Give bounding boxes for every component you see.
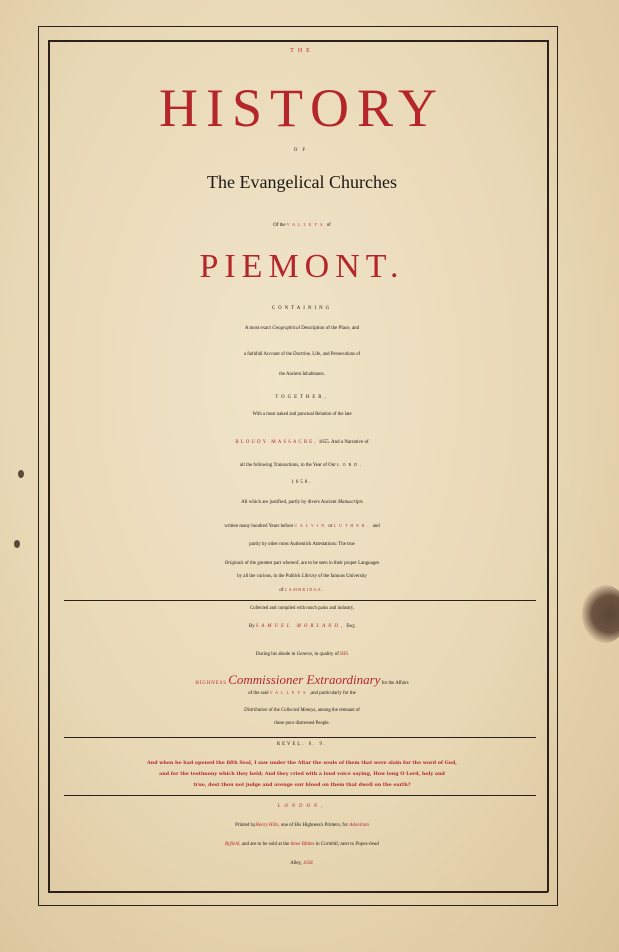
text-imprint-year: 1658. [302, 861, 314, 866]
justified-line-1 [52, 500, 552, 505]
containing-line-3: the Ancient Inhabitants. [279, 372, 325, 377]
text: Printed by [235, 823, 256, 828]
border-right-outer [557, 26, 558, 906]
text: All which are justified, partly by divers Ancient [241, 500, 337, 505]
revelation-line-3: true, dost thou not judge and avenge our blood on them that dwell on the earth? [193, 782, 411, 788]
imprint-london: LONDON, [277, 804, 327, 809]
revelation-ref: REVEL. 6. 9. [276, 742, 328, 747]
paper-stain [582, 585, 619, 643]
border-left-inner [48, 40, 50, 892]
divider-2 [64, 737, 536, 738]
justified-line-4 [52, 561, 552, 566]
author-poor-line: those poor distressed People. [274, 721, 330, 726]
author-highness-line [52, 672, 552, 688]
text: written many hundred Years before [224, 524, 294, 529]
justified-line-2 [52, 523, 552, 529]
author-valleys-line [52, 690, 552, 696]
text: in [315, 842, 320, 847]
imprint-line-3 [52, 861, 552, 866]
text: A most exact [244, 326, 271, 331]
text-calvin: CALVIN [294, 523, 328, 528]
text: During his abode in [255, 652, 296, 657]
text: among the remnant of [317, 708, 360, 713]
containing-heading: CONTAINING [271, 306, 333, 311]
containing-line-2: a faithfull Account of the Doctrine, Life, and Persecutions of [243, 352, 361, 357]
title-of-the: Of the [273, 223, 286, 228]
text: and are to be sold at the [241, 842, 290, 847]
text-geographical: Geographical [272, 326, 300, 331]
text: of the [268, 708, 280, 713]
author-name: SAMUEL MORLAND, [255, 624, 346, 629]
author-collected: Collected and compiled with much pains and industry, [249, 606, 355, 611]
title-churches: The Evangelical Churches [207, 172, 397, 192]
text: of [279, 588, 284, 593]
text-luther: LUTHER, [333, 523, 372, 528]
together-line-2 [52, 440, 552, 445]
text: or [328, 524, 333, 529]
title-of2: of [326, 223, 331, 228]
text-printer: Henry Hills, [255, 823, 280, 828]
text-year: 1655. [318, 440, 330, 445]
justified-line-6 [52, 587, 552, 593]
text-bibles: three Bibles [290, 842, 315, 847]
text: ,and particularly for the [309, 691, 356, 696]
text: Description of the Place, and [301, 326, 360, 331]
text-massacre: BLOUDY MASSACRE, [235, 440, 318, 445]
text: and [372, 524, 380, 529]
margin-mark [14, 540, 20, 548]
text: by all the curious, in the Publick [237, 574, 301, 579]
revelation-line-1: And when he had opened the fifth Seal, I saw under the Altar the souls of them that were slain for the word of God, [147, 760, 457, 766]
together-heading: TOGETHER, [275, 395, 329, 400]
border-top-outer [38, 26, 558, 27]
text-geneva: Geneva, [296, 652, 314, 657]
text-alley: Alley, [290, 861, 302, 866]
text: one of His Highness's Printers, for [280, 823, 349, 828]
text-cornhill: Cornhill, [320, 842, 340, 847]
together-line-4: 1658. [291, 480, 313, 485]
author-distribution-line [52, 708, 552, 713]
text-highness: HIGHNESS [195, 681, 227, 686]
justified-line-5 [52, 574, 552, 579]
author-during-line [52, 652, 552, 657]
text: next to [340, 842, 355, 847]
imprint-line-1 [52, 823, 552, 828]
title-piemont: PIEMONT. [199, 248, 405, 285]
title-valleys: VALLEYS [286, 222, 326, 227]
text: of the famous [318, 574, 345, 579]
together-line-1: With a most naked and punctual Relation of the late [252, 412, 352, 417]
text-popes-head: Popes-head [355, 842, 379, 847]
text-distribution: Distribution [244, 708, 268, 713]
border-bottom-inner [48, 891, 548, 893]
title-of: OF [293, 148, 311, 153]
border-bottom-outer [38, 905, 558, 906]
text: all the following Transactions, to the Year of Our [239, 463, 336, 468]
title-valleys-line [52, 222, 552, 228]
text: in quality of [314, 652, 339, 657]
margin-mark [18, 470, 24, 478]
border-top-inner [48, 40, 548, 42]
text-cambridge: CAMBRIDGE. [284, 587, 325, 592]
author-by-line [52, 624, 552, 629]
text-byfield: Byfield, [225, 842, 241, 847]
divider-3 [64, 795, 536, 796]
text-moneys: Collected Moneys, [280, 708, 317, 713]
containing-line-1 [52, 326, 552, 331]
text-commissioner: Commissioner Extraordinary [228, 672, 381, 687]
justified-line-3: partly by other most Authentick Attestations: The true [249, 542, 355, 547]
text-valleys: VALLEYS [269, 690, 309, 695]
text: for the Affairs [381, 681, 409, 686]
text-by: By [248, 624, 255, 629]
text-his: HIS [340, 652, 349, 657]
text-manuscripts: Manuscripts [337, 500, 363, 505]
text-lord: LORD, [337, 462, 365, 467]
text-esq: Esq; [346, 624, 356, 629]
title-the: THE [290, 48, 314, 54]
imprint-line-2 [52, 842, 552, 847]
divider-1 [64, 600, 536, 601]
revelation-line-2: and for the testimony which they held; And they cried with a loud voice saying, How long O Lord, holy and [159, 771, 445, 777]
text: of the greatest part whereof, are to be seen in their proper Languages [244, 561, 380, 566]
text-university: University [346, 574, 367, 579]
together-line-3 [52, 462, 552, 468]
title-history: HISTORY [158, 78, 446, 138]
text: And a Narrative of [330, 440, 369, 445]
text-library: Library [301, 574, 317, 579]
text-adoniram: Adoniram [349, 823, 369, 828]
text-originals: Originals [224, 561, 244, 566]
text: of the said [248, 691, 269, 696]
border-left-outer [38, 26, 39, 906]
